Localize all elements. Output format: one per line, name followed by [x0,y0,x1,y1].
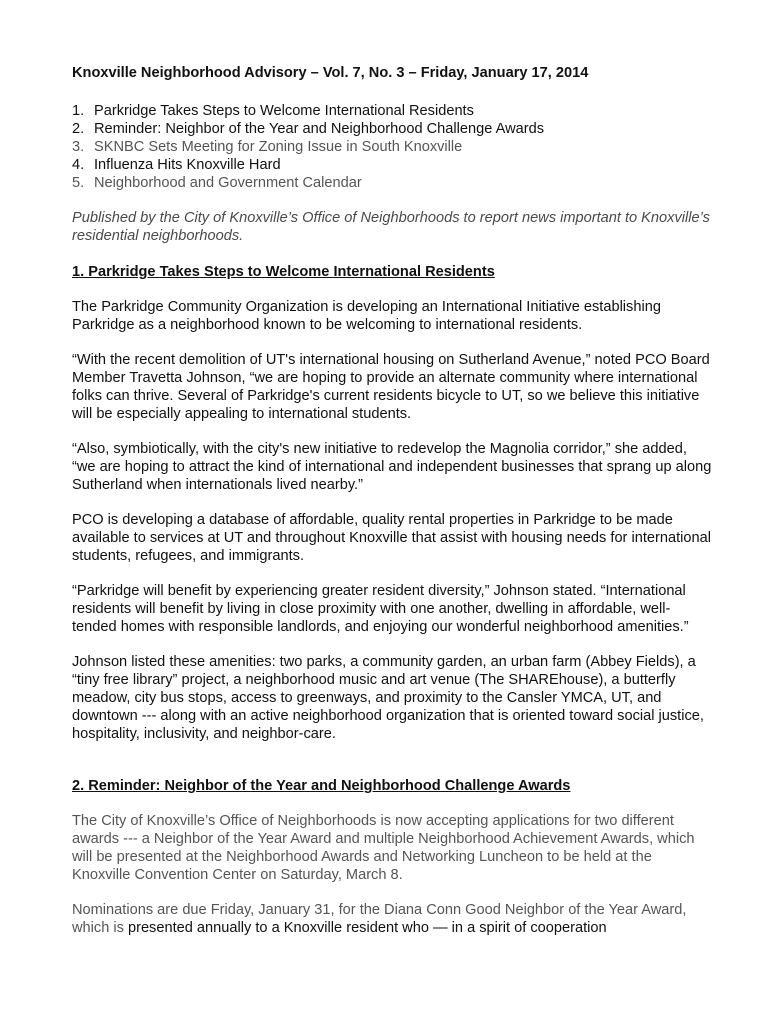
section-2-paragraph: The City of Knoxville’s Office of Neighborhoods is now accepting applications for two different awards --- a Neighbor of the Year Award and multiple Neighborhood Achievement Awards, which will be presented at the Neighborhood Awards and Networking Luncheon to be held at the Knoxville Convention Center on Saturday, March 8. [72,813,695,883]
section-1-paragraph: Johnson listed these amenities: two parks, a community garden, an urban farm (Abbey Fields), a “tiny free library” project, a neighborhood music and art venue (The SHAREhouse), a butterfly meadow, city bus stops, access to greenways, and proximity to the Cansler YMCA, UT, and downtown --- along with an active neighborhood organization that is oriented toward social justice, hospitality, inclusivity, and neighbor-care. [72,654,704,742]
section-1-heading: 1. Parkridge Takes Steps to Welcome International Residents [72,264,495,280]
masthead: Knoxville Neighborhood Advisory – Vol. 7, No. 3 – Friday, January 17, 2014 [72,65,589,81]
section-1-paragraph: PCO is developing a database of affordable, quality rental properties in Parkridge to be made available to services at UT and throughout Knoxville that assist with housing needs for international students, refugees, and immigrants. [72,512,711,564]
section-2-paragraph-dark-part: presented annually to a Knoxville resident who — in a spirit of cooperation [127,920,607,936]
toc-item [72,156,712,174]
toc-item [72,174,712,192]
section-2-heading: 2. Reminder: Neighbor of the Year and Neighborhood Challenge Awards [72,778,571,794]
toc-item-text: Neighborhood and Government Calendar [94,175,362,191]
toc-item-text: Parkridge Takes Steps to Welcome International Residents [94,103,474,119]
toc-item-number: 3. [72,139,85,155]
toc-item-text: Influenza Hits Knoxville Hard [94,157,281,173]
document-page [72,64,712,937]
toc-item [72,138,712,156]
toc-item-number: 5. [72,175,85,191]
table-of-contents [72,102,712,192]
toc-item-text: SKNBC Sets Meeting for Zoning Issue in South Knoxville [94,139,463,155]
section-1-paragraph: “With the recent demolition of UT's international housing on Sutherland Avenue,” noted PCO Board Member Travetta Johnson, “we are hoping to provide an alternate community where international folks can thrive. Several of Parkridge's current residents bicycle to UT, so we believe this initiative will be especially appealing to international students. [72,352,710,422]
toc-item-number: 4. [72,157,85,173]
section-1-paragraph: “Parkridge will benefit by experiencing greater resident diversity,” Johnson stated. “International residents will benefit by living in close proximity with one another, dwelling in affordable, well-tended homes with responsible landlords, and enjoying our wonderful neighborhood amenities.” [72,583,689,635]
toc-item-number: 1. [72,103,85,119]
toc-item-text: Reminder: Neighbor of the Year and Neighborhood Challenge Awards [94,121,545,137]
publisher-intro: Published by the City of Knoxville’s Office of Neighborhoods to report news important to Knoxville’s residential neighborhoods. [72,210,710,244]
section-1-paragraph: The Parkridge Community Organization is developing an International Initiative establishing Parkridge as a neighborhood known to be welcoming to international residents. [72,299,661,333]
section-1-paragraph: “Also, symbiotically, with the city's new initiative to redevelop the Magnolia corridor,” she added, “we are hoping to attract the kind of international and independent businesses that sprang up along Sutherland when internationals lived nearby.” [72,441,712,493]
toc-item [72,120,712,138]
toc-item [72,102,712,120]
section-2-paragraph-grey-part: Nominations are due Friday, January 31, for the Diana Conn Good Neighbor of the Year Award, which is [72,902,687,936]
toc-item-number: 2. [72,121,85,137]
section-2-paragraph [72,901,712,937]
